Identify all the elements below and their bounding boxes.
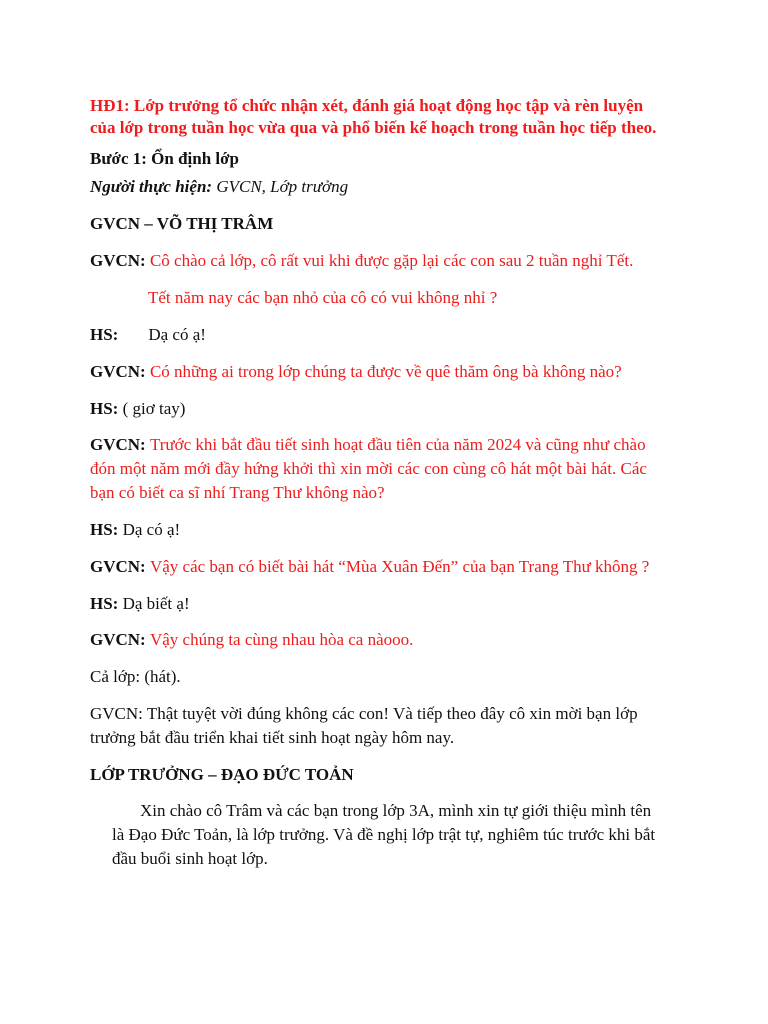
reply-text: Dạ biết ạ! bbox=[122, 594, 190, 613]
speech-text: Vậy chúng ta cùng nhau hòa ca nàooo. bbox=[149, 630, 414, 649]
speech-text-continued: bạn có biết ca sĩ nhí Trang Thư không nào? bbox=[90, 483, 385, 502]
speaker-gvcn: GVCN: bbox=[90, 362, 150, 381]
dialogue-line bbox=[90, 556, 649, 578]
speech-text: Có những ai trong lớp chúng ta được về quê thăm ông bà không nào? bbox=[149, 362, 622, 381]
heading-line-2: của lớp trong tuần học vừa qua và phổ biến kế hoạch trong tuần học tiếp theo. bbox=[90, 118, 657, 137]
dialogue-line bbox=[90, 434, 646, 456]
intro-paragraph-line-3: đầu buổi sinh hoạt lớp. bbox=[112, 849, 268, 868]
closing-line-continued: trưởng bắt đầu triển khai tiết sinh hoạt ngày hôm nay. bbox=[90, 728, 455, 747]
closing-line: GVCN: Thật tuyệt vời đúng không các con! Và tiếp theo đây cô xin mời bạn lớp bbox=[90, 704, 638, 723]
performer-line bbox=[90, 176, 348, 198]
reply-text: Dạ có ạ! bbox=[122, 520, 181, 539]
heading-line-1 bbox=[90, 95, 643, 117]
dialogue-line bbox=[90, 324, 206, 346]
reply-text: ( giơ tay) bbox=[122, 399, 186, 418]
intro-paragraph-line-1: Xin chào cô Trâm và các bạn trong lớp 3A, mình xin tự giới thiệu mình tên bbox=[140, 801, 652, 820]
speaker-gvcn: GVCN: bbox=[90, 630, 150, 649]
speech-text: Vậy các bạn có biết bài hát “Mùa Xuân Đến” của bạn Trang Thư không ? bbox=[149, 557, 650, 576]
speech-text-continued: Tết năm nay các bạn nhỏ của cô có vui không nhỉ ? bbox=[148, 288, 498, 307]
dialogue-line bbox=[90, 629, 413, 651]
speaker-hs: HS: bbox=[90, 520, 123, 539]
dialogue-line bbox=[90, 519, 180, 541]
dialogue-line bbox=[90, 361, 622, 383]
speaker-gvcn: GVCN: bbox=[90, 557, 150, 576]
speaker-hs: HS: bbox=[90, 399, 123, 418]
section-title-gvcn: GVCN – VÕ THỊ TRÂM bbox=[90, 214, 274, 233]
dialogue-line bbox=[90, 398, 185, 420]
speaker-hs: HS: bbox=[90, 325, 119, 344]
speech-text: Trước khi bắt đầu tiết sinh hoạt đầu tiên của năm 2024 và cũng như chào bbox=[149, 435, 646, 454]
step-title: Bước 1: Ổn định lớp bbox=[90, 149, 240, 168]
performer-label: Người thực hiện: bbox=[90, 177, 217, 196]
dialogue-line bbox=[90, 593, 190, 615]
reply-text: Dạ có ạ! bbox=[148, 325, 206, 344]
class-singing-line: Cả lớp: (hát). bbox=[90, 667, 181, 686]
speaker-gvcn: GVCN: bbox=[90, 435, 150, 454]
heading-text: Lớp trưởng tổ chức nhận xét, đánh giá hoạt động học tập và rèn luyện bbox=[133, 96, 644, 115]
speech-text-continued: đón một năm mới đầy hứng khởi thì xin mời các con cùng cô hát một bài hát. Các bbox=[90, 459, 647, 478]
section-title-monitor: LỚP TRƯỞNG – ĐẠO ĐỨC TOẢN bbox=[90, 765, 354, 784]
performer-value: GVCN, Lớp trưởng bbox=[216, 177, 349, 196]
heading-prefix: HĐ1: bbox=[90, 96, 134, 115]
speaker-gvcn: GVCN: bbox=[90, 251, 150, 270]
intro-paragraph-line-2: là Đạo Đức Toản, là lớp trưởng. Và đề nghị lớp trật tự, nghiêm túc trước khi bắt bbox=[112, 825, 656, 844]
dialogue-line bbox=[90, 250, 633, 272]
speaker-hs: HS: bbox=[90, 594, 123, 613]
speech-text: Cô chào cả lớp, cô rất vui khi được gặp lại các con sau 2 tuần nghỉ Tết. bbox=[149, 251, 634, 270]
